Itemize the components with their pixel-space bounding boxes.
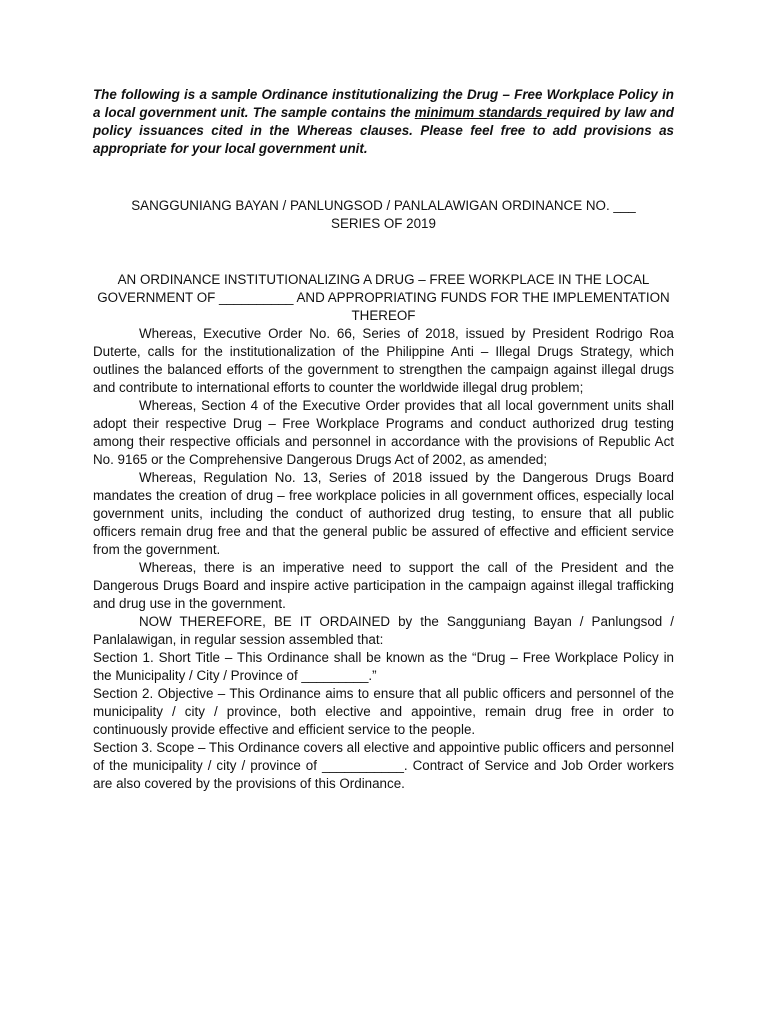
ordinance-title-line2: GOVERNMENT OF __________ AND APPROPRIATING FUNDS FOR THE IMPLEMENTATION [97, 290, 670, 305]
intro-text-part2: required by law and policy issuances cited in the Whereas clauses. Please feel free to add provisions as appropriate for your local government unit. [93, 105, 674, 156]
ordinance-heading-line2: SERIES OF 2019 [331, 216, 436, 231]
ordained-clause: NOW THEREFORE, BE IT ORDAINED by the Sangguniang Bayan / Panlungsod / Panlalawigan, in regular session assembled that: [93, 614, 674, 647]
whereas-clause-2: Whereas, Section 4 of the Executive Order provides that all local government units shall adopt their respective Drug – Free Workplace Programs and conduct authorized drug testing among their respective officials and personnel in accordance with the provisions of Republic Act No. 9165 or the Comprehensive Dangerous Drugs Act of 2002, as amended; [93, 398, 674, 467]
ordinance-title-line3: THEREOF [351, 308, 416, 323]
ordinance-title-line1: AN ORDINANCE INSTITUTIONALIZING A DRUG – FREE WORKPLACE IN THE LOCAL [117, 272, 650, 287]
intro-text-part1: The following is a sample Ordinance institutionalizing the Drug – Free Workplace Policy in a local government unit. The sample contains the [93, 87, 674, 120]
whereas-clause-3: Whereas, Regulation No. 13, Series of 2018 issued by the Dangerous Drugs Board mandates the creation of drug – free workplace policies in all government offices, especially local government units, including the conduct of authorized drug testing, to ensure that all public officers remain drug free and that the general public be assured of effective and efficient service from the government. [93, 470, 674, 557]
ordinance-heading [93, 197, 674, 233]
ordinance-heading-line1: SANGGUNIANG BAYAN / PANLUNGSOD / PANLALAWIGAN ORDINANCE NO. ___ [131, 198, 636, 213]
section-1-short-title: Section 1. Short Title – This Ordinance shall be known as the “Drug – Free Workplace Policy in the Municipality / City / Province of _________.” [93, 650, 674, 683]
intro-underlined-text: minimum standards [414, 105, 547, 120]
section-2-objective: Section 2. Objective – This Ordinance aims to ensure that all public officers and personnel of the municipality / city / province, both elective and appointive, remain drug free in order to continuously provide effective and efficient service to the people. [93, 686, 674, 737]
section-3-scope: Section 3. Scope – This Ordinance covers all elective and appointive public officers and personnel of the municipality / city / province of ___________. Contract of Service and Job Order workers are also covered by the provisions of this Ordinance. [93, 740, 674, 791]
intro-note [93, 86, 674, 158]
whereas-clause-1: Whereas, Executive Order No. 66, Series of 2018, issued by President Rodrigo Roa Duterte, calls for the institutionalization of the Philippine Anti – Illegal Drugs Strategy, which outlines the balanced efforts of the government to strengthen the campaign against illegal drugs and contribute to international efforts to counter the worldwide illegal drug problem; [93, 326, 674, 395]
whereas-clause-4: Whereas, there is an imperative need to support the call of the President and the Dangerous Drugs Board and inspire active participation in the campaign against illegal trafficking and drug use in the government. [93, 560, 674, 611]
ordinance-title [93, 271, 674, 325]
document-page [93, 86, 674, 793]
